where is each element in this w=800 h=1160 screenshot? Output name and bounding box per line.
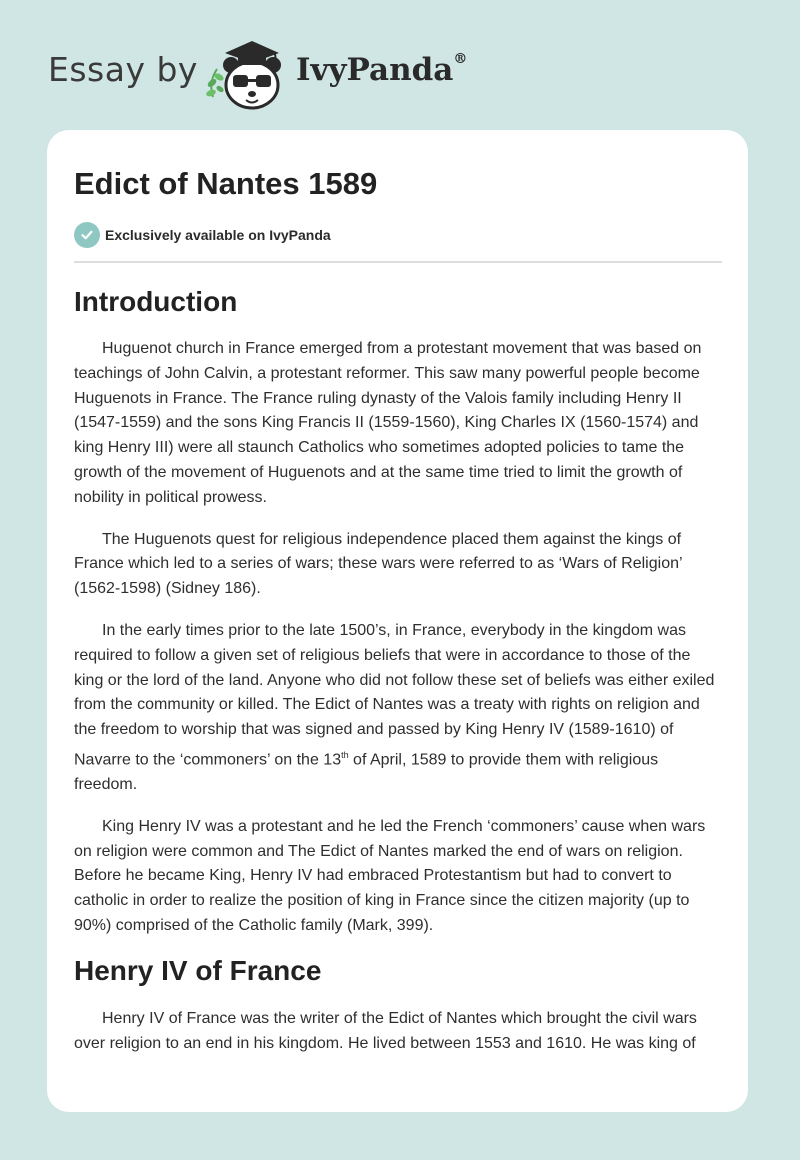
registered-mark: ® — [453, 50, 468, 67]
ordinal-suffix: th — [341, 749, 349, 760]
paragraph — [74, 619, 722, 798]
section-heading-henry-iv: Henry IV of France — [74, 954, 322, 986]
paragraph-text: of April, 1589 to provide them with religious freedom. — [74, 751, 659, 794]
exclusive-badge — [74, 222, 331, 248]
brand-logo-text[interactable] — [296, 52, 467, 88]
badge-label: Exclusively available on IvyPanda — [105, 227, 331, 243]
check-icon — [74, 222, 100, 248]
essay-by-label: Essay by — [48, 50, 198, 89]
paragraph-text: In the early times prior to the late 1500’s, in France, everybody in the kingdom was required to follow a given set of religious beliefs that were in accordance to those of the king or the lord of the land. Anyone who did not follow these set of beliefs was either exiled from the community or killed. The Edict of Nantes was a treaty with rights on religion and the freedom to worship that was signed and passed by King Henry IV (1589-1610) of Navarre to the ‘commoners’ on the 13 — [74, 621, 715, 769]
site-header — [0, 0, 800, 130]
brand-name: IvyPanda — [296, 52, 454, 88]
section-heading-introduction: Introduction — [74, 286, 238, 317]
paragraph: King Henry IV was a protestant and he led the French ‘commoners’ cause when wars on religion were common and The Edict of Nantes marked the end of wars on religion. Before he became King, Henry IV had embraced Protestantism but had to convert to catholic in order to realize the position of king in France since the citizen majority (up to 90%) comprised of the Catholic family (Mark, 399). — [74, 817, 706, 935]
page-title: Edict of Nantes 1589 — [74, 166, 378, 201]
essay-body — [74, 284, 722, 1056]
divider — [74, 261, 722, 263]
paragraph: Henry IV of France was the writer of the Edict of Nantes which brought the civil wars over religion to an end in his kingdom. He lived between 1553 and 1610. He was king of — [74, 1009, 697, 1052]
paragraph: The Huguenots quest for religious independence placed them against the kings of France which led to a series of wars; these wars were referred to as ‘Wars of Religion’ (1562-1598) (Sidney 186). — [74, 530, 682, 598]
essay-card — [47, 130, 748, 1112]
paragraph: Huguenot church in France emerged from a protestant movement that was based on teachings of John Calvin, a protestant reformer. This saw many powerful people become Huguenots in France. The France ruling dynasty of the Valois family including Henry II (1547-1559) and the sons King Francis II (1559-1560), King Charles IX (1560-1574) and king Henry III) were all staunch Catholics who sometimes adopted policies to tame the growth of the movement of Huguenots and at the same time tried to limit the growth of nobility in political prowess. — [74, 340, 702, 506]
panda-mascot-icon — [203, 35, 295, 110]
